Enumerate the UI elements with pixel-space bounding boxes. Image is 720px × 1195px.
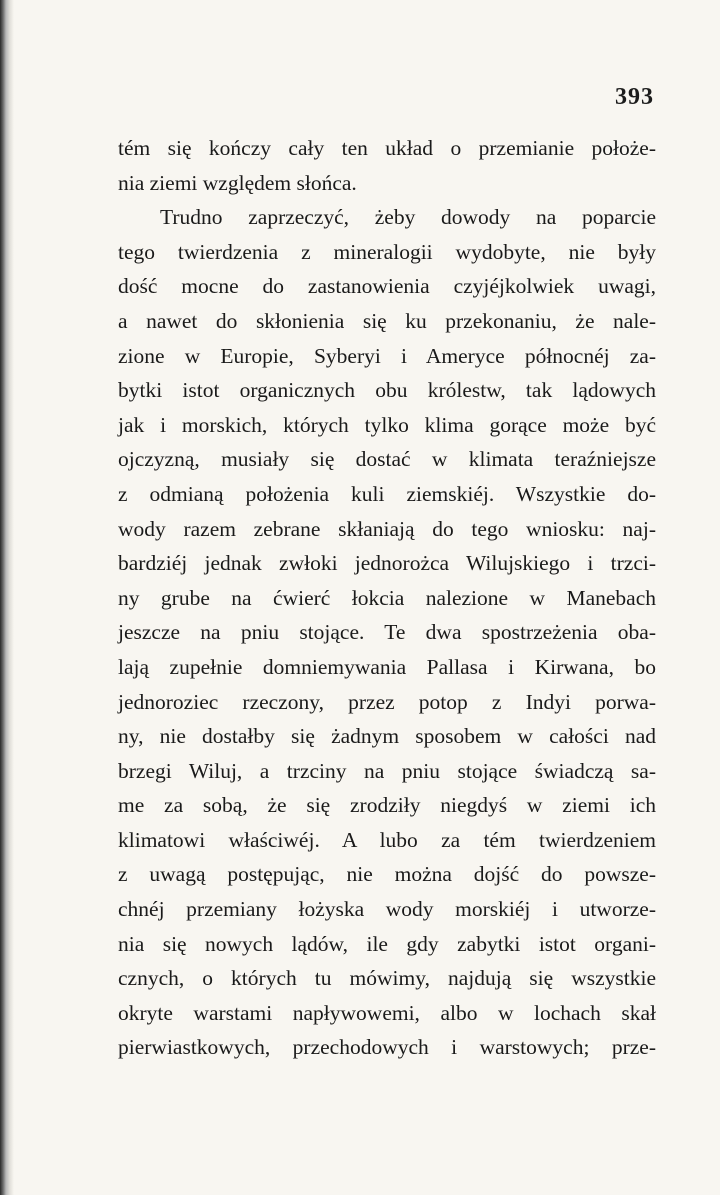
text-line: klimatowi właściwéj. A lubo za tém twierdzeniem: [118, 827, 656, 852]
text-line: Trudno zaprzeczyć, żeby dowody na poparcie: [160, 205, 656, 230]
text-line: nia ziemi względem słońca.: [118, 170, 357, 195]
text-line: brzegi Wiluj, a trzciny na pniu stojące świadczą sa-: [118, 758, 656, 783]
text-line: a nawet do skłonienia się ku przekonaniu, że nale-: [118, 308, 656, 333]
text-line: jak i morskich, których tylko klima gorące może być: [118, 412, 656, 437]
page-number: 393: [615, 84, 654, 110]
text-line: ny grube na ćwierć łokcia nalezione w Manebach: [118, 585, 656, 610]
text-line: nia się nowych lądów, ile gdy zabytki istot organi-: [118, 931, 656, 956]
body-text: [118, 131, 656, 1065]
text-line: jeszcze na pniu stojące. Te dwa spostrzeżenia oba-: [118, 620, 656, 645]
text-line: tego twierdzenia z mineralogii wydobyte, nie były: [118, 239, 656, 264]
text-line: ny, nie dostałby się żadnym sposobem w całości nad: [118, 724, 656, 749]
text-line: z odmianą położenia kuli ziemskiéj. Wszystkie do-: [118, 481, 656, 506]
text-line: me za sobą, że się zrodziły niegdyś w ziemi ich: [118, 793, 656, 818]
text-line: cznych, o których tu mówimy, najdują się wszystkie: [118, 966, 656, 991]
text-line: pierwiastkowych, przechodowych i warstowych; prze-: [118, 1035, 656, 1060]
page-binding-edge: [0, 0, 14, 1195]
text-line: z uwagą postępując, nie można dojść do powsze-: [118, 862, 656, 887]
text-line: zione w Europie, Syberyi i Ameryce północnéj za-: [118, 343, 656, 368]
text-line: jednoroziec rzeczony, przez potop z Indyi porwa-: [118, 689, 656, 714]
text-line: bytki istot organicznych obu królestw, tak lądowych: [118, 378, 656, 403]
text-line: dość mocne do zastanowienia czyjéjkolwiek uwagi,: [118, 274, 656, 299]
text-line: wody razem zebrane skłaniają do tego wniosku: naj-: [118, 516, 656, 541]
text-line: okryte warstami napływowemi, albo w lochach skał: [118, 1000, 656, 1025]
text-line: bardziéj jednak zwłoki jednorożca Wilujskiego i trzci-: [118, 551, 656, 576]
text-line: lają zupełnie domniemywania Pallasa i Kirwana, bo: [118, 654, 656, 679]
text-line: chnéj przemiany łożyska wody morskiéj i utworze-: [118, 897, 656, 922]
text-line: tém się kończy cały ten układ o przemianie położe-: [118, 136, 656, 160]
text-line: ojczyzną, musiały się dostać w klimata teraźniejsze: [118, 447, 656, 472]
